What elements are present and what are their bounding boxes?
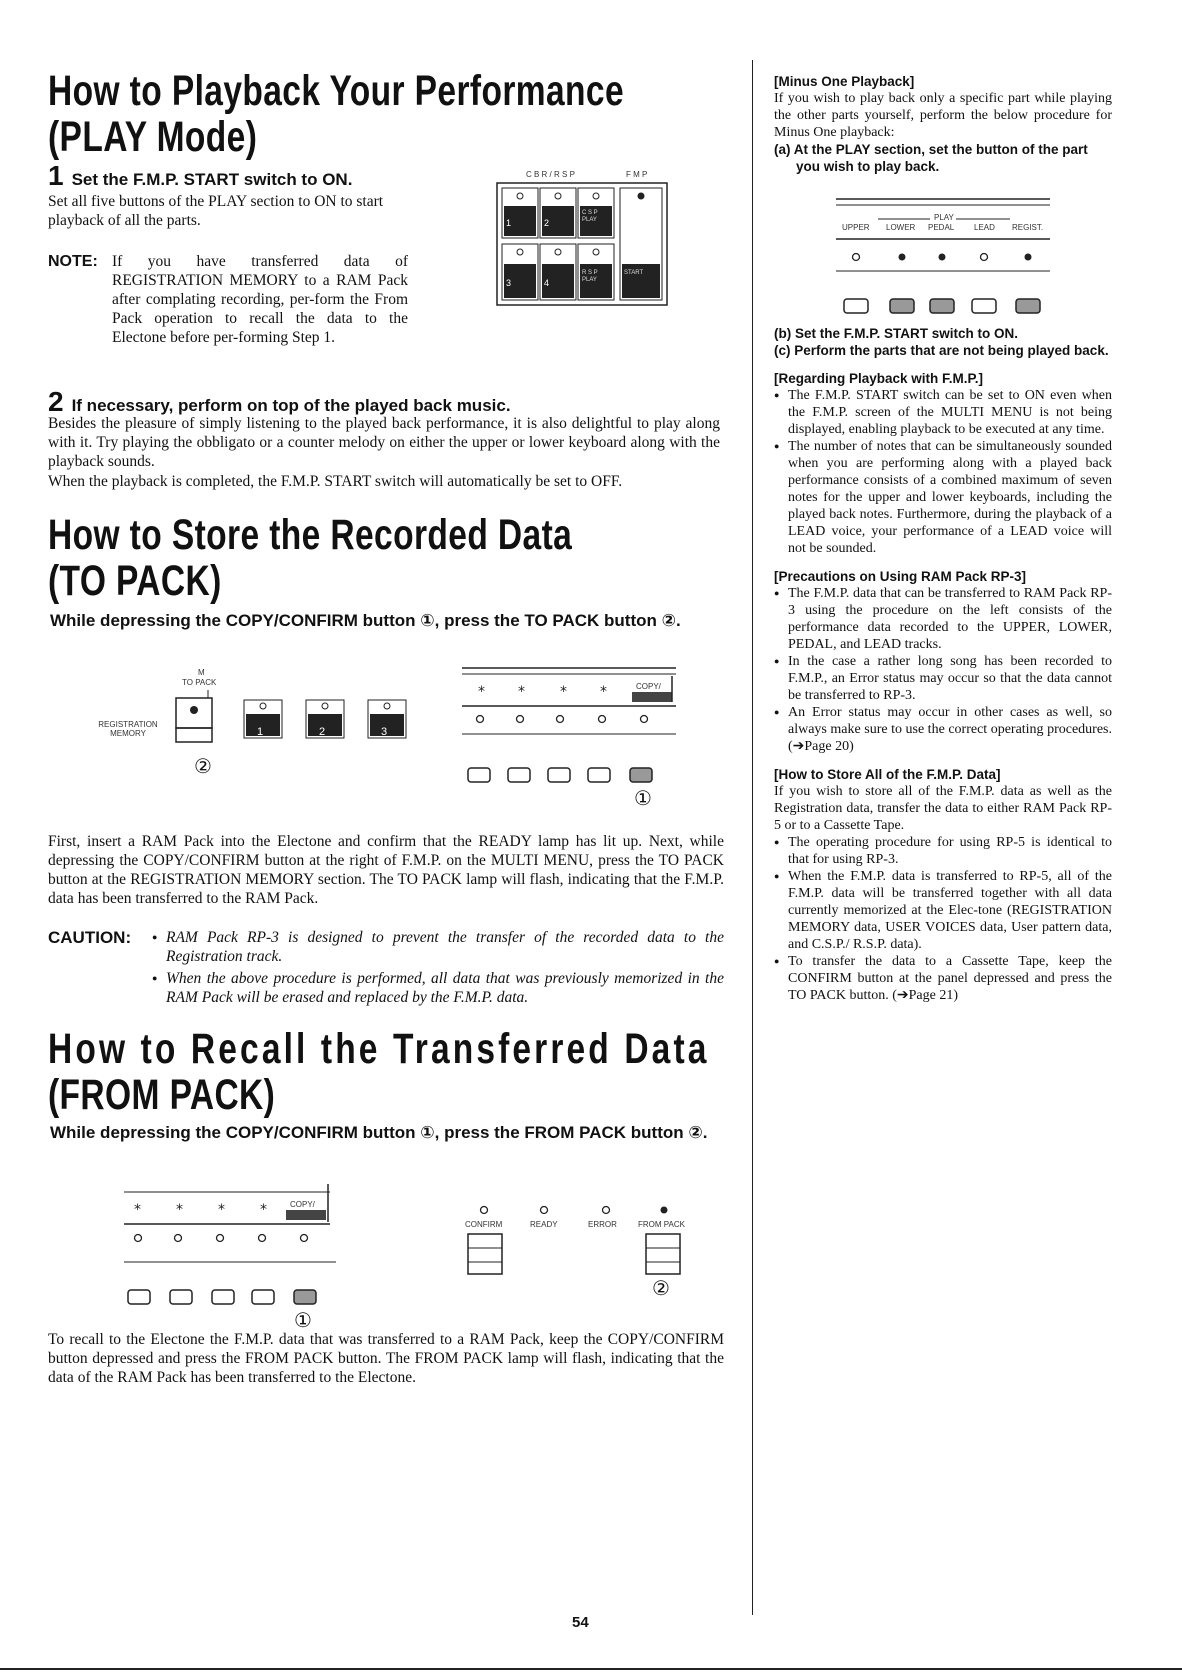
start-btn-label: START: [624, 270, 644, 276]
section1-title: [48, 68, 786, 160]
precautions-list: [774, 585, 1112, 755]
page-number: 54: [572, 1614, 589, 1631]
svg-text:*: *: [560, 684, 567, 700]
copy-label-1: COPY/: [636, 682, 661, 691]
play-panel-svg: [496, 182, 668, 306]
copy-confirm-diagram-1: [458, 664, 680, 814]
section1-title-line2: (PLAY Mode): [48, 113, 258, 161]
note-block: [48, 252, 408, 347]
to-pack-marker: ②: [194, 754, 212, 778]
play-btn-1: 1: [506, 218, 512, 228]
step2-text: If necessary, perform on top of the played back music.: [71, 396, 511, 415]
section2-title: [48, 512, 720, 604]
play-btn-4: 4: [544, 278, 550, 288]
section3-title: [48, 1026, 896, 1118]
page-bottom-rule: [0, 1668, 1182, 1670]
minus-one-diagram: [774, 175, 1112, 315]
step1-text: Set the F.M.P. START switch to ON.: [71, 170, 353, 189]
confirm-lamp-label: CONFIRM: [465, 1220, 503, 1229]
precautions-item: ● In the case a rather long song has been recorded to F.M.P., an Error status may occur so that the data cannot be transferred to RP-3.: [774, 653, 1112, 704]
from-pack-lamp-label: FROM PACK: [638, 1220, 685, 1229]
svg-text:*: *: [518, 684, 525, 700]
cbr-rsp-label: C B R / R S P: [526, 170, 575, 179]
reg-btn-3: 3: [381, 726, 388, 738]
regarding-item: ● The number of notes that can be simultaneously sounded when you are performing along with a played back performance consists of a combined maximum of seven notes for the upper and lower keyboards, including the played back notes. Furthermore, during the playback of a LEAD voice, your performance of a LEAD voice will not be sounded.: [774, 438, 1112, 557]
copy-label-2: COPY/: [290, 1200, 315, 1209]
caution-item: ● When the above procedure is performed, all data that was previously memorized in the RAM Pack will be erased and replaced by the F.M.P. data.: [152, 969, 724, 1007]
svg-text:*: *: [478, 684, 485, 700]
step2-number: 2: [48, 386, 64, 417]
step2-body2: When the playback is completed, the F.M.P. START switch will automatically be set to OFF.: [48, 473, 623, 490]
minus-one-svg: [774, 175, 1112, 315]
fmp-label: F M P: [626, 170, 648, 179]
section2-title-line2: (TO PACK): [48, 557, 222, 605]
from-pack-diagram: [460, 1200, 700, 1300]
step1-body: Set all five buttons of the PLAY section to ON to start playback of all the parts.: [48, 193, 384, 229]
part-lower: LOWER: [886, 223, 916, 232]
error-lamp-label: ERROR: [588, 1220, 617, 1229]
section3-title-line1: How to Recall the Transferred Data: [48, 1025, 710, 1073]
play-section-label: PLAY: [934, 213, 954, 222]
copy-confirm-diagram-2: [120, 1182, 342, 1332]
svg-text:*: *: [260, 1202, 267, 1218]
svg-text:*: *: [218, 1202, 225, 1218]
section2-instruction: While depressing the COPY/CONFIRM button ①, press the TO PACK button ②.: [50, 611, 681, 630]
step-c: (c) Perform the parts that are not being played back.: [774, 343, 1109, 358]
note-text: If you have transferred data of REGISTRATION MEMORY to a RAM Pack after complating recording, per-form the From Pack operation to recall the data to the Electone before per-forming Step 1.: [112, 253, 408, 346]
section3-instruction: While depressing the COPY/CONFIRM button ①, press the FROM PACK button ②.: [50, 1123, 708, 1142]
play-btn-rsp: R S P PLAY: [582, 270, 598, 283]
store-all-body: If you wish to store all of the F.M.P. data as well as the Registration data, transfer the data to either RAM Pack RP-5 or to a Cassette Tape.: [774, 784, 1112, 833]
note-label: NOTE:: [48, 253, 98, 270]
precautions-item: ● The F.M.P. data that can be transferred to RAM Pack RP-3 using the procedure on the left consists of the performance data recorded to the UPPER, LOWER, PEDAL, and LEAD tracks.: [774, 585, 1112, 653]
to-pack-label: TO PACK: [182, 678, 217, 687]
part-regist: REGIST.: [1012, 223, 1044, 232]
reg-btn-2: 2: [319, 726, 326, 738]
caution-list: [152, 928, 724, 1007]
copy-confirm-marker-2: ①: [294, 1308, 312, 1332]
minus-one-title: [Minus One Playback]: [774, 74, 915, 89]
play-btn-2: 2: [544, 218, 550, 228]
regarding-list: [774, 387, 1112, 557]
step-a: (a) At the PLAY section, set the button of the part you wish to play back.: [774, 142, 1088, 174]
to-pack-svg: [90, 690, 440, 780]
part-lead: LEAD: [974, 223, 995, 232]
svg-text:*: *: [176, 1202, 183, 1218]
m-label: M: [198, 668, 205, 677]
step-b: (b) Set the F.M.P. START switch to ON.: [774, 326, 1019, 341]
precautions-item: ● An Error status may occur in other cases as well, so always make sure to use the correct operating procedures. (➔Page 20): [774, 704, 1112, 755]
play-btn-3: 3: [506, 278, 512, 288]
part-upper: UPPER: [842, 223, 870, 232]
caution-block: [48, 928, 724, 1007]
registration-memory-label: REGISTRATION MEMORY: [98, 720, 158, 738]
store-all-title: [How to Store All of the F.M.P. Data]: [774, 767, 1001, 782]
step1-number: 1: [48, 160, 64, 191]
caution-label: CAUTION:: [48, 928, 132, 947]
store-all-item: ● When the F.M.P. data is transferred to RP-5, all of the F.M.P. data will be transferred together with all data currently memorized at the Elec-tone (REGISTRATION MEMORY data, USER VOICES data, User pattern data, and C.S.P./ R.S.P. data).: [774, 868, 1112, 953]
step1-heading: [48, 160, 352, 192]
step2-body1: Besides the pleasure of simply listening to the played back performance, it is also delightful to play along with it. Try playing the obbligato or a counter melody on either the upper or lower keyboard along with the playback sounds.: [48, 415, 720, 470]
store-all-list: [774, 834, 1112, 1004]
play-panel-diagram: [496, 170, 668, 306]
store-all-item: ● To transfer the data to a Cassette Tape, keep the CONFIRM button at the panel depressed and press the TO PACK button. (➔Page 21): [774, 953, 1112, 1004]
section3-title-line2: (FROM PACK): [48, 1071, 276, 1119]
store-all-item: ● The operating procedure for using RP-5 is identical to that for using RP-3.: [774, 834, 1112, 868]
to-pack-diagram: [90, 664, 440, 784]
section1-title-line1: How to Playback Your Performance: [48, 67, 625, 115]
right-column: [774, 74, 1112, 1004]
svg-text:*: *: [600, 684, 607, 700]
precautions-title: [Precautions on Using RAM Pack RP-3]: [774, 569, 1027, 584]
section3-body: To recall to the Electone the F.M.P. data that was transferred to a RAM Pack, keep the COPY/CONFIRM button depressed and press the FROM PACK button. The FROM PACK lamp will flash, indicating that the data of the RAM Pack has been transferred to the Electone.: [48, 1331, 724, 1386]
from-pack-marker: ②: [652, 1276, 670, 1300]
panel-buttons-svg: [460, 1232, 700, 1282]
part-pedal: PEDAL: [928, 223, 955, 232]
minus-one-body: If you wish to play back only a specific part while playing the other parts yourself, perform the below procedure for Minus One playback:: [774, 91, 1112, 140]
regarding-item: ● The F.M.P. START switch can be set to ON even when the F.M.P. screen of the MULTI MENU is not being displayed, enabling playback to be executed at any time.: [774, 387, 1112, 438]
reg-btn-1: 1: [257, 726, 264, 738]
ready-lamp-label: READY: [530, 1220, 558, 1229]
svg-text:*: *: [134, 1202, 141, 1218]
section2-body: First, insert a RAM Pack into the Electone and confirm that the READY lamp has lit up. Next, while depressing the COPY/CONFIRM button at the right of F.M.P. on the MULTI MENU, press the TO PACK button at the REGISTRATION MEMORY section. The TO PACK lamp will flash, indicating that the F.M.P. data has been transferred to the RAM Pack.: [48, 833, 724, 907]
regarding-title: [Regarding Playback with F.M.P.]: [774, 371, 984, 386]
caution-item: ● RAM Pack RP-3 is designed to prevent the transfer of the recorded data to the Registration track.: [152, 928, 724, 966]
play-btn-csp: C S P PLAY: [582, 210, 598, 223]
copy-confirm-marker-1: ①: [634, 786, 652, 810]
section2-title-line1: How to Store the Recorded Data: [48, 511, 573, 559]
column-divider: [752, 60, 753, 1615]
